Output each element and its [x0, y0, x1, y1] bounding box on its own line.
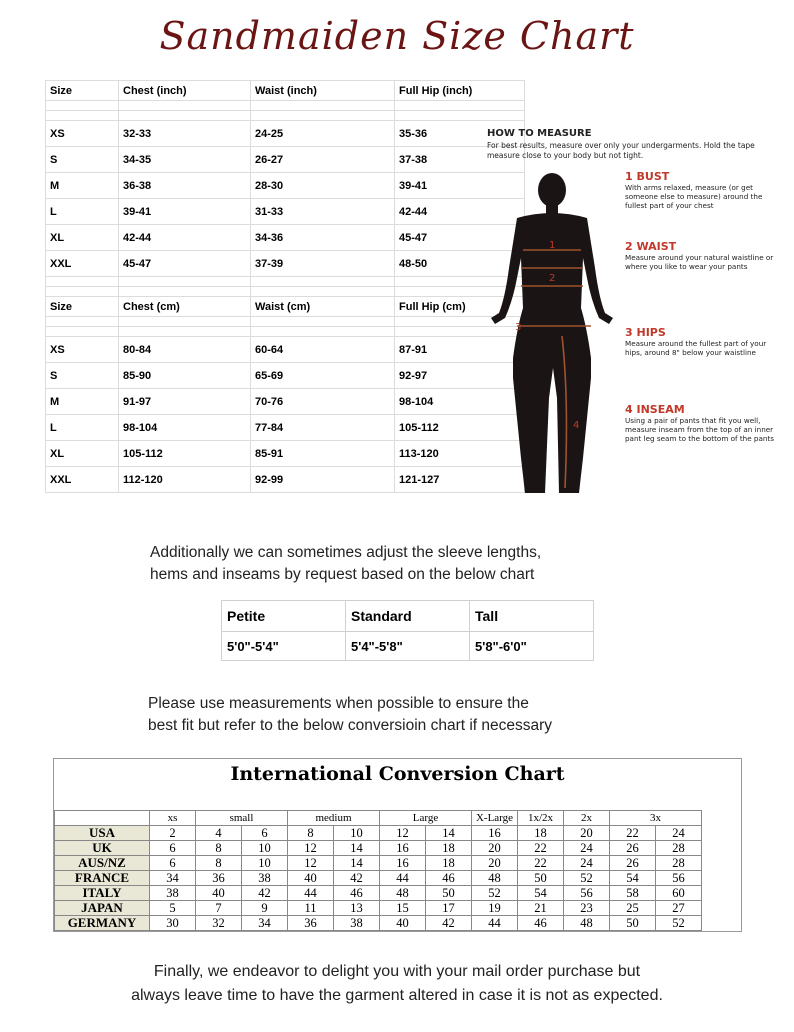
conversion-size-cell: 50	[518, 871, 564, 886]
size-cell: 42-44	[395, 199, 525, 225]
conversion-size-cell: 42	[426, 916, 472, 931]
conversion-size-cell: 12	[288, 856, 334, 871]
conversion-size-cell: 14	[426, 826, 472, 841]
size-spacer-cell	[251, 101, 395, 111]
size-spacer-cell	[119, 287, 251, 297]
size-spacer-cell	[251, 287, 395, 297]
size-row	[46, 389, 525, 415]
conversion-size-cell: 22	[610, 826, 656, 841]
conversion-size-cell: 18	[426, 841, 472, 856]
conversion-group-label: 2x	[564, 811, 610, 826]
closing-line-1: Finally, we endeavor to delight you with your mail order purchase but	[153, 963, 641, 980]
size-cell: M	[46, 389, 119, 415]
size-cell: 37-38	[395, 147, 525, 173]
conversion-size-cell: 6	[150, 841, 196, 856]
conversion-size-cell: 40	[288, 871, 334, 886]
conversion-size-cell: 15	[380, 901, 426, 916]
size-cell: 121-127	[395, 467, 525, 493]
conversion-size-cell: 26	[610, 856, 656, 871]
conversion-size-cell: 54	[518, 886, 564, 901]
step-bust-text: With arms relaxed, measure (or get someone else to measure) around the fullest part of your chest	[625, 183, 763, 211]
conversion-size-cell: 46	[426, 871, 472, 886]
conversion-country-label: FRANCE	[55, 871, 150, 886]
conversion-size-cell: 19	[472, 901, 518, 916]
size-cell: 77-84	[251, 415, 395, 441]
size-spacer-cell	[251, 111, 395, 121]
size-cell: XXL	[46, 467, 119, 493]
lengths-value-standard: 5'4"-5'8"	[346, 632, 470, 661]
size-row	[46, 363, 525, 389]
conversion-size-cell: 17	[426, 901, 472, 916]
size-cell: XS	[46, 337, 119, 363]
size-cell: 28-30	[251, 173, 395, 199]
conversion-size-cell: 32	[196, 916, 242, 931]
conversion-size-cell: 46	[518, 916, 564, 931]
conversion-group-label: small	[196, 811, 288, 826]
step-hips	[625, 326, 775, 357]
conversion-size-cell: 12	[288, 841, 334, 856]
size-cell: L	[46, 199, 119, 225]
step-hips-text: Measure around the fullest part of your hips, around 8" below your waistline	[625, 339, 767, 358]
conversion-size-cell: 20	[564, 826, 610, 841]
size-row	[46, 337, 525, 363]
size-cell: 85-90	[119, 363, 251, 389]
conversion-size-cell: 58	[610, 886, 656, 901]
conversion-size-cell: 10	[242, 856, 288, 871]
conversion-size-cell: 11	[288, 901, 334, 916]
conversion-size-cell: 44	[380, 871, 426, 886]
size-spacer-cell	[119, 327, 251, 337]
conversion-row	[55, 856, 702, 871]
conversion-size-cell: 10	[334, 826, 380, 841]
size-cell: 45-47	[395, 225, 525, 251]
adjust-line-2: hems and inseams by request based on the below chart	[150, 566, 535, 583]
size-spacer-row	[46, 277, 525, 287]
conversion-size-cell: 40	[196, 886, 242, 901]
conversion-size-cell: 24	[656, 826, 702, 841]
step-hips-number: 3	[625, 326, 633, 339]
size-row	[46, 225, 525, 251]
conversion-size-cell: 23	[564, 901, 610, 916]
size-header-cell: Size	[46, 297, 119, 317]
conversion-corner-cell	[55, 811, 150, 826]
size-spacer-cell	[46, 317, 119, 327]
conversion-size-cell: 8	[288, 826, 334, 841]
conversion-size-cell: 8	[196, 841, 242, 856]
conversion-size-cell: 16	[472, 826, 518, 841]
conversion-size-cell: 20	[472, 841, 518, 856]
step-waist-text: Measure around your natural waistline or where you like to wear your pants	[625, 253, 774, 272]
size-spacer-cell	[251, 317, 395, 327]
conversion-size-cell: 40	[380, 916, 426, 931]
conversion-country-label: AUS/NZ	[55, 856, 150, 871]
conversion-size-cell: 44	[472, 916, 518, 931]
size-spacer-cell	[46, 277, 119, 287]
size-cell: 39-41	[395, 173, 525, 199]
conversion-size-cell: 48	[380, 886, 426, 901]
conversion-size-cell: 12	[380, 826, 426, 841]
conversion-size-cell: 26	[610, 841, 656, 856]
size-spacer-cell	[395, 101, 525, 111]
conversion-size-cell: 38	[334, 916, 380, 931]
how-to-measure-panel	[487, 128, 787, 498]
size-spacer-cell	[119, 277, 251, 287]
conversion-size-cell: 8	[196, 856, 242, 871]
hips-marker-label: 3	[515, 322, 522, 333]
size-cell: 36-38	[119, 173, 251, 199]
size-cell: M	[46, 173, 119, 199]
conversion-size-cell: 38	[150, 886, 196, 901]
conversion-row	[55, 871, 702, 886]
how-to-measure-intro: For best results, measure over only your undergarments. Hold the tape measure close to your body but not tight.	[487, 141, 755, 160]
conversion-size-cell: 42	[242, 886, 288, 901]
step-bust-name: BUST	[636, 170, 670, 183]
step-inseam-number: 4	[625, 403, 633, 416]
conversion-size-cell: 5	[150, 901, 196, 916]
size-cell: 31-33	[251, 199, 395, 225]
lengths-value-tall: 5'8"-6'0"	[470, 632, 594, 661]
size-cell: XS	[46, 121, 119, 147]
size-row	[46, 199, 525, 225]
size-header-cell: Chest (inch)	[119, 81, 251, 101]
conversion-size-cell: 50	[610, 916, 656, 931]
conversion-size-cell: 56	[656, 871, 702, 886]
closing-line-2: always leave time to have the garment altered in case it is not as expected.	[131, 987, 663, 1004]
size-cell: 42-44	[119, 225, 251, 251]
size-cell: 24-25	[251, 121, 395, 147]
closing-paragraph	[0, 960, 794, 1008]
conversion-size-cell: 16	[380, 841, 426, 856]
how-to-measure-title: HOW TO MEASURE	[487, 128, 592, 139]
size-cell: XXL	[46, 251, 119, 277]
measure-paragraph	[148, 693, 552, 737]
conversion-size-cell: 54	[610, 871, 656, 886]
conversion-size-cell: 44	[288, 886, 334, 901]
waist-marker-label: 2	[549, 273, 556, 284]
lengths-value-petite: 5'0"-5'4"	[222, 632, 346, 661]
conversion-group-label: xs	[150, 811, 196, 826]
conversion-size-cell: 24	[564, 841, 610, 856]
conversion-size-cell: 48	[472, 871, 518, 886]
size-spacer-cell	[46, 327, 119, 337]
step-inseam-name: INSEAM	[636, 403, 685, 416]
step-bust	[625, 170, 775, 211]
conversion-group-label: X-Large	[472, 811, 518, 826]
conversion-table	[54, 810, 702, 931]
size-cell: 37-39	[251, 251, 395, 277]
size-spacer-cell	[119, 111, 251, 121]
size-cell: 70-76	[251, 389, 395, 415]
size-spacer-row	[46, 101, 525, 111]
conversion-country-label: GERMANY	[55, 916, 150, 931]
step-waist-name: WAIST	[636, 240, 677, 253]
conversion-size-cell: 20	[472, 856, 518, 871]
size-cell: 32-33	[119, 121, 251, 147]
conversion-size-cell: 25	[610, 901, 656, 916]
bust-marker-label: 1	[549, 240, 556, 251]
size-cell: 85-91	[251, 441, 395, 467]
conversion-group-label: Large	[380, 811, 472, 826]
size-spacer-row	[46, 317, 525, 327]
conversion-size-cell: 60	[656, 886, 702, 901]
size-header-cell: Full Hip (cm)	[395, 297, 525, 317]
conversion-size-cell: 30	[150, 916, 196, 931]
size-spacer-row	[46, 111, 525, 121]
conversion-size-cell: 7	[196, 901, 242, 916]
conversion-size-cell: 6	[150, 856, 196, 871]
conversion-row	[55, 886, 702, 901]
size-cell: 26-27	[251, 147, 395, 173]
body-silhouette-figure	[487, 168, 617, 498]
size-cell: XL	[46, 441, 119, 467]
conversion-size-cell: 4	[196, 826, 242, 841]
size-spacer-cell	[46, 111, 119, 121]
size-row	[46, 121, 525, 147]
measure-line-1: Please use measurements when possible to ensure the	[148, 695, 529, 712]
conversion-size-cell: 46	[334, 886, 380, 901]
conversion-size-cell: 16	[380, 856, 426, 871]
size-header-cell: Size	[46, 81, 119, 101]
step-hips-name: HIPS	[636, 326, 666, 339]
size-cell: S	[46, 363, 119, 389]
step-inseam-text: Using a pair of pants that fit you well, measure inseam from the top of an inner pant leg seam to the bottom of the pants	[625, 416, 774, 444]
conversion-size-cell: 28	[656, 841, 702, 856]
step-bust-number: 1	[625, 170, 633, 183]
size-cell: 45-47	[119, 251, 251, 277]
size-spacer-cell	[251, 327, 395, 337]
conversion-size-cell: 28	[656, 856, 702, 871]
conversion-country-label: USA	[55, 826, 150, 841]
conversion-size-cell: 14	[334, 856, 380, 871]
lengths-header-petite: Petite	[222, 601, 346, 632]
conversion-country-label: UK	[55, 841, 150, 856]
conversion-size-cell: 52	[472, 886, 518, 901]
size-header-row	[46, 81, 525, 101]
conversion-row	[55, 901, 702, 916]
conversion-size-cell: 36	[288, 916, 334, 931]
size-header-cell: Full Hip (inch)	[395, 81, 525, 101]
size-spacer-row	[46, 287, 525, 297]
lengths-header-tall: Tall	[470, 601, 594, 632]
size-row	[46, 415, 525, 441]
size-cell: S	[46, 147, 119, 173]
size-spacer-cell	[46, 101, 119, 111]
size-row	[46, 441, 525, 467]
size-row	[46, 173, 525, 199]
size-cell: 35-36	[395, 121, 525, 147]
size-cell: 60-64	[251, 337, 395, 363]
size-spacer-cell	[119, 101, 251, 111]
conversion-group-label: 3x	[610, 811, 702, 826]
size-header-cell: Chest (cm)	[119, 297, 251, 317]
conversion-size-cell: 52	[564, 871, 610, 886]
lengths-table	[221, 600, 594, 661]
conversion-group-row	[55, 811, 702, 826]
conversion-size-cell: 34	[242, 916, 288, 931]
size-cell: 92-99	[251, 467, 395, 493]
conversion-row	[55, 916, 702, 931]
size-spacer-row	[46, 327, 525, 337]
size-header-row	[46, 297, 525, 317]
size-cell: 87-91	[395, 337, 525, 363]
conversion-size-cell: 42	[334, 871, 380, 886]
size-row	[46, 467, 525, 493]
page-title: Sandmaiden Size Chart	[159, 14, 635, 58]
conversion-size-cell: 52	[656, 916, 702, 931]
size-cell: 34-36	[251, 225, 395, 251]
size-cell: 113-120	[395, 441, 525, 467]
size-row	[46, 251, 525, 277]
adjust-paragraph	[150, 542, 541, 586]
size-cell: 34-35	[119, 147, 251, 173]
conversion-size-cell: 48	[564, 916, 610, 931]
size-spacer-cell	[46, 287, 119, 297]
conversion-size-cell: 34	[150, 871, 196, 886]
conversion-size-cell: 18	[426, 856, 472, 871]
size-header-cell: Waist (cm)	[251, 297, 395, 317]
conversion-size-cell: 36	[196, 871, 242, 886]
conversion-group-label: medium	[288, 811, 380, 826]
size-cell: 92-97	[395, 363, 525, 389]
conversion-size-cell: 13	[334, 901, 380, 916]
conversion-size-cell: 21	[518, 901, 564, 916]
size-cell: XL	[46, 225, 119, 251]
conversion-size-cell: 24	[564, 856, 610, 871]
conversion-group-label: 1x/2x	[518, 811, 564, 826]
size-cell: 80-84	[119, 337, 251, 363]
conversion-country-label: JAPAN	[55, 901, 150, 916]
size-cell: 65-69	[251, 363, 395, 389]
conversion-size-cell: 2	[150, 826, 196, 841]
inseam-marker-label: 4	[573, 420, 580, 431]
size-spacer-cell	[119, 317, 251, 327]
conversion-size-cell: 22	[518, 841, 564, 856]
size-cell: 48-50	[395, 251, 525, 277]
conversion-row	[55, 826, 702, 841]
size-chart-table	[45, 80, 525, 493]
conversion-title: International Conversion Chart	[230, 763, 565, 785]
size-cell: L	[46, 415, 119, 441]
size-spacer-cell	[251, 277, 395, 287]
size-cell: 98-104	[119, 415, 251, 441]
step-waist	[625, 240, 775, 271]
conversion-size-cell: 10	[242, 841, 288, 856]
conversion-chart	[53, 758, 742, 932]
conversion-size-cell: 6	[242, 826, 288, 841]
conversion-country-label: ITALY	[55, 886, 150, 901]
conversion-size-cell: 22	[518, 856, 564, 871]
step-inseam	[625, 403, 775, 444]
conversion-row	[55, 841, 702, 856]
lengths-header-standard: Standard	[346, 601, 470, 632]
size-cell: 98-104	[395, 389, 525, 415]
conversion-size-cell: 50	[426, 886, 472, 901]
measure-line-2: best fit but refer to the below conversioin chart if necessary	[148, 717, 553, 734]
size-cell: 91-97	[119, 389, 251, 415]
size-row	[46, 147, 525, 173]
conversion-size-cell: 56	[564, 886, 610, 901]
size-cell: 112-120	[119, 467, 251, 493]
conversion-size-cell: 38	[242, 871, 288, 886]
adjust-line-1: Additionally we can sometimes adjust the sleeve lengths,	[150, 544, 542, 561]
size-cell: 105-112	[395, 415, 525, 441]
size-cell: 105-112	[119, 441, 251, 467]
conversion-size-cell: 9	[242, 901, 288, 916]
size-spacer-cell	[395, 111, 525, 121]
size-header-cell: Waist (inch)	[251, 81, 395, 101]
step-waist-number: 2	[625, 240, 633, 253]
conversion-size-cell: 27	[656, 901, 702, 916]
conversion-size-cell: 14	[334, 841, 380, 856]
size-cell: 39-41	[119, 199, 251, 225]
conversion-size-cell: 18	[518, 826, 564, 841]
